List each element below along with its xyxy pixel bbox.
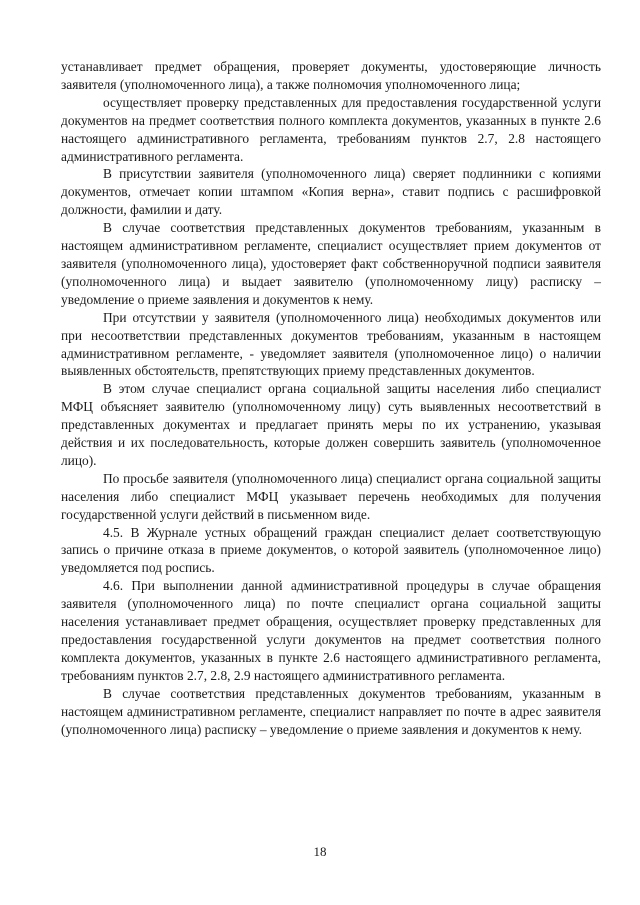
- paragraph-6: В этом случае специалист органа социальной защиты населения либо специалист МФЦ объясняет заявителю (уполномоченному лицу) суть выявленных несоответствий в представленных документах и предлагает принять меры по их устранению, указывая действия и их последовательность, которые должен совершить заявитель (уполномоченное лицо).: [61, 381, 601, 468]
- page-number: 18: [313, 844, 327, 859]
- paragraph-7: По просьбе заявителя (уполномоченного лица) специалист органа социальной защиты населения либо специалист МФЦ указывает перечень необходимых для получения государственной услуги действий в письменном виде.: [61, 470, 601, 522]
- paragraph-8: 4.5. В Журнале устных обращений граждан специалист делает соответствующую запись о причине отказа в приеме документов, о которой заявитель (уполномоченное лицо) уведомляется под роспись.: [61, 524, 601, 576]
- paragraph-5: При отсутствии у заявителя (уполномоченного лица) необходимых документов или при несоответствии представленных документов требованиям, указанным в настоящем административном регламенте, - уведомляет заявителя (уполномоченное лицо) о наличии выявленных обстоятельств, препятствующих приему представленных документов.: [61, 309, 601, 379]
- paragraph-9: 4.6. При выполнении данной административной процедуры в случае обращения заявителя (уполномоченного лица) по почте специалист органа социальной защиты населения устанавливает предмет обращения, осуществляет проверку представленных для предоставления государственной услуги документов на предмет соответствия полного комплекта документов, указанных в пункте 2.6 настоящего административного регламента, требованиям пунктов 2.7, 2.8, 2.9 настоящего административного регламента.: [61, 578, 601, 683]
- paragraph-2: осуществляет проверку представленных для предоставления государственной услуги документов на предмет соответствия полного комплекта документов, указанных в пункте 2.6 настоящего административного регламента, требованиям пунктов 2.7, 2.8 настоящего административного регламента.: [61, 94, 601, 164]
- paragraph-3: В присутствии заявителя (уполномоченного лица) сверяет подлинники с копиями документов, отмечает копии штампом «Копия верна», ставит подпись с расшифровкой должности, фамилии и дату.: [61, 166, 601, 218]
- paragraph-4: В случае соответствия представленных документов требованиям, указанным в настоящем административном регламенте, специалист осуществляет прием документов от заявителя (уполномоченного лица), удостоверяет факт собственноручной подписи заявителя (уполномоченного лица) и выдает заявителю (уполномоченному лицу) расписку – уведомление о приеме заявления и документов к нему.: [61, 220, 601, 307]
- paragraph-10: В случае соответствия представленных документов требованиям, указанным в настоящем административном регламенте, специалист направляет по почте в адрес заявителя (уполномоченного лица) расписку – уведомление о приеме заявления и документов к нему.: [61, 685, 601, 737]
- paragraph-1: устанавливает предмет обращения, проверяет документы, удостоверяющие личность заявителя (уполномоченного лица), а также полномочия уполномоченного лица;: [61, 59, 601, 92]
- document-body: [61, 58, 601, 738]
